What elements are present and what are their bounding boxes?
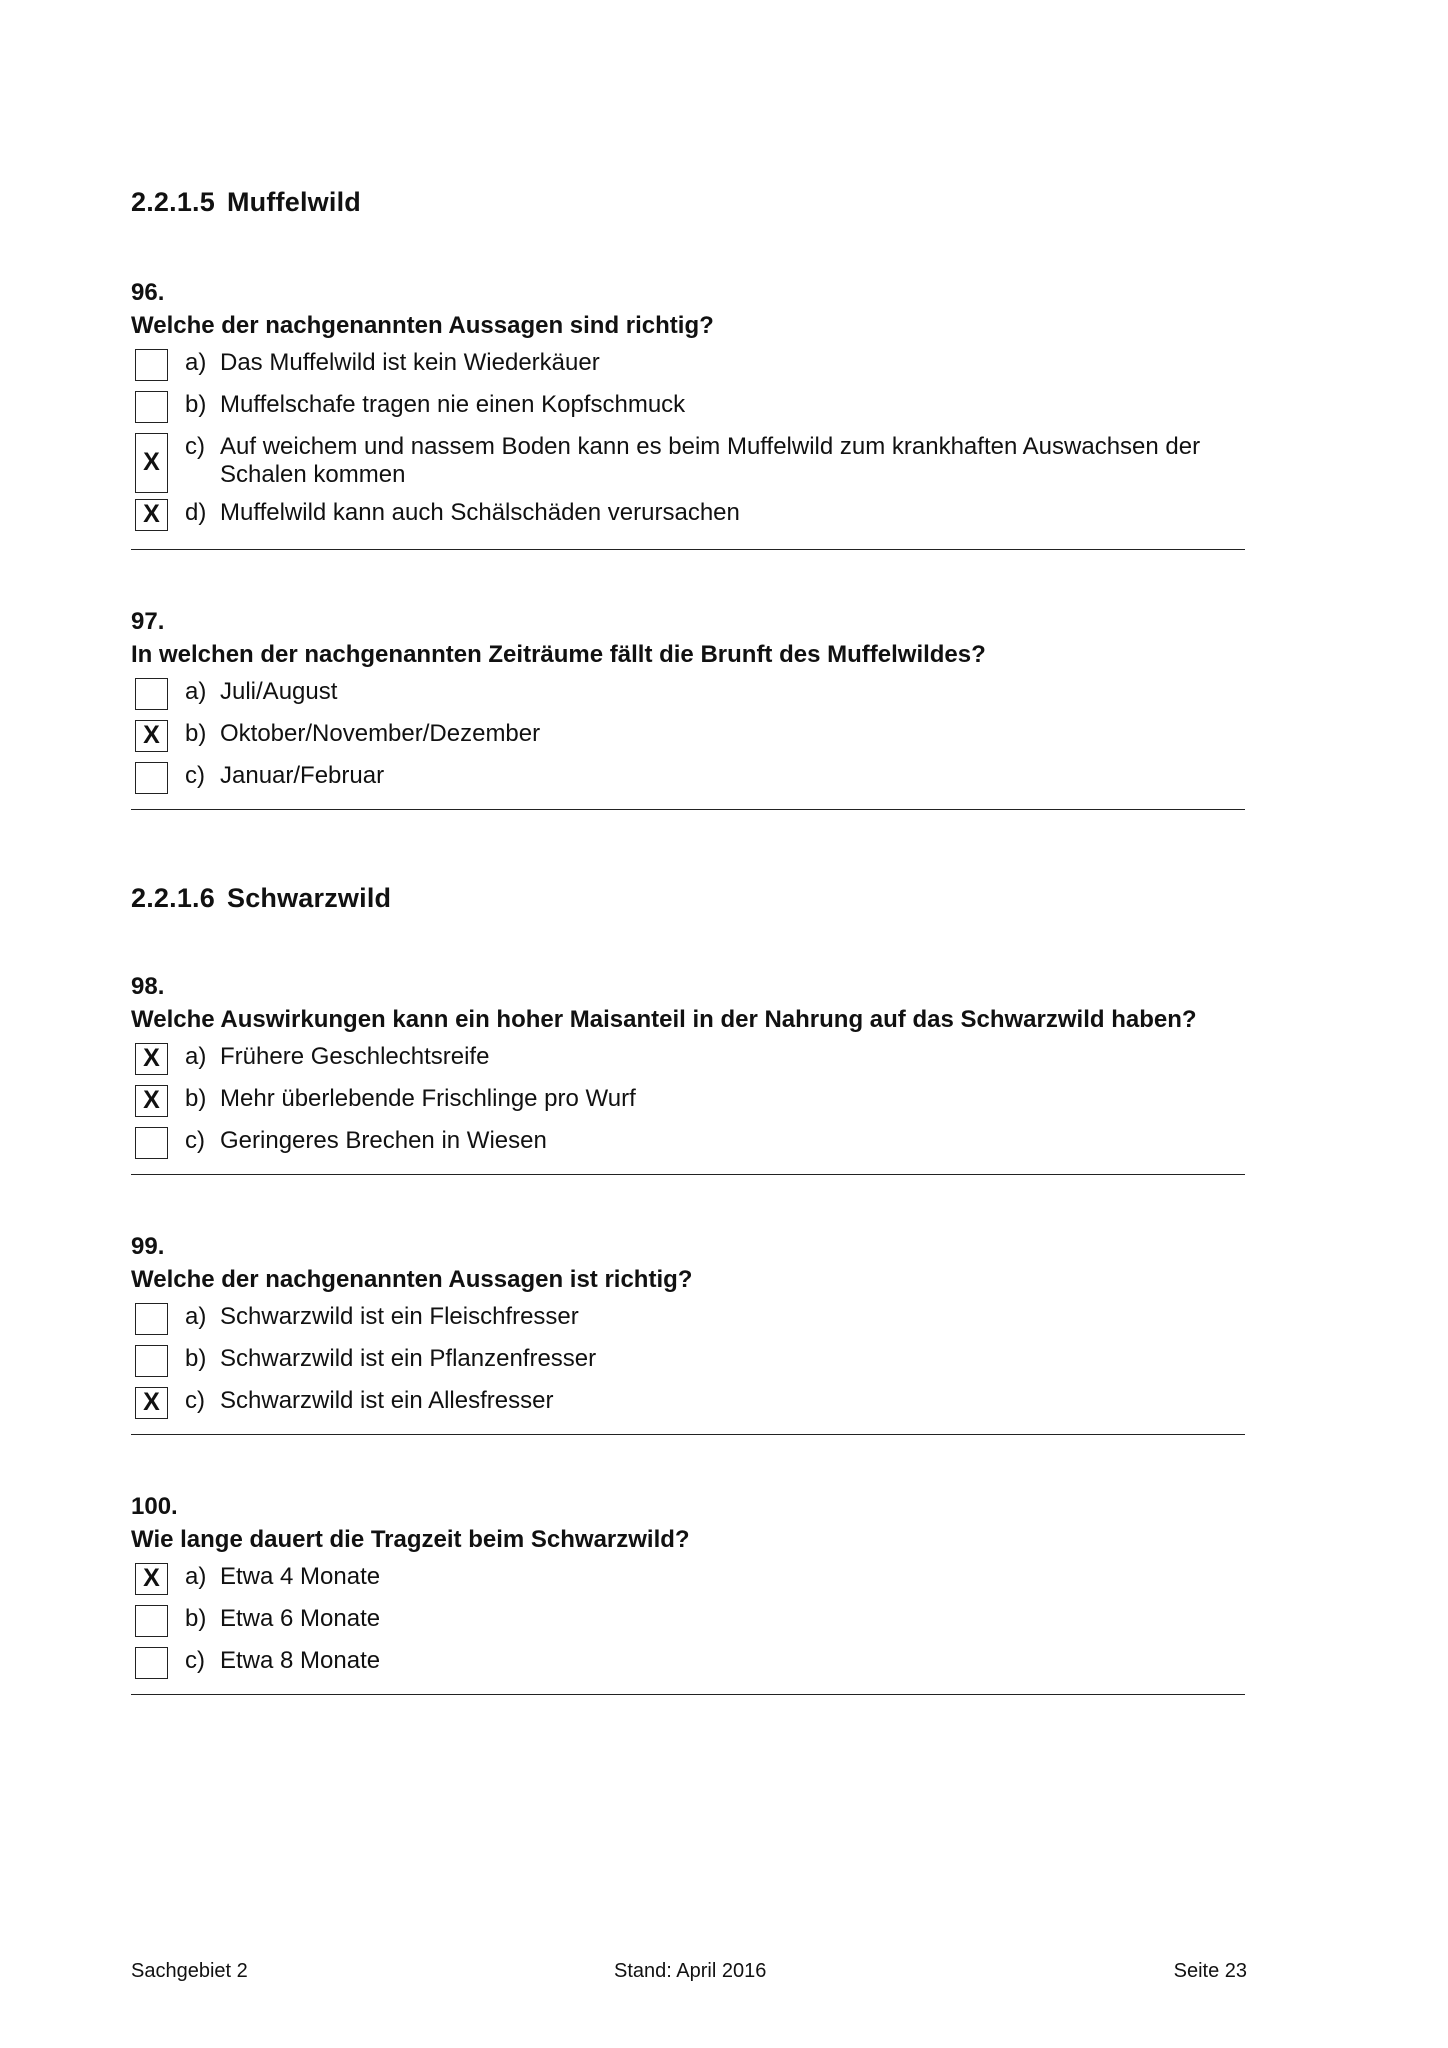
answer-option — [131, 718, 1245, 760]
divider — [131, 549, 1245, 550]
answer-checkbox[interactable] — [135, 1647, 168, 1679]
answer-checkbox[interactable]: X — [135, 720, 168, 752]
option-letter: c) — [185, 433, 205, 460]
answer-checkbox[interactable] — [135, 391, 168, 423]
option-letter: a) — [185, 1043, 207, 1070]
option-text: Etwa 6 Monate — [220, 1605, 381, 1632]
option-letter: d) — [185, 499, 207, 526]
option-letter: b) — [185, 391, 207, 418]
option-text: Muffelschafe tragen nie einen Kopfschmuck — [220, 391, 686, 418]
answer-checkbox[interactable] — [135, 678, 168, 710]
question-text: Wie lange dauert die Tragzeit beim Schwarzwild? — [131, 1526, 690, 1553]
answer-option — [131, 1083, 1245, 1125]
answer-option — [131, 347, 1245, 389]
answer-option — [131, 1645, 1245, 1687]
section-heading-muffelwild — [131, 187, 361, 218]
question-text: In welchen der nachgenannten Zeiträume fällt die Brunft des Muffelwildes? — [131, 641, 986, 668]
section-number: 2.2.1.6 — [131, 883, 215, 913]
answer-option — [131, 497, 1245, 539]
question-96 — [131, 277, 1245, 539]
option-letter: c) — [185, 762, 205, 789]
option-text: Mehr überlebende Frischlinge pro Wurf — [220, 1085, 636, 1112]
option-text: Januar/Februar — [220, 762, 385, 789]
option-text: Frühere Geschlechtsreife — [220, 1043, 490, 1070]
question-text: Welche der nachgenannten Aussagen sind richtig? — [131, 312, 714, 339]
answer-checkbox[interactable] — [135, 1345, 168, 1377]
option-text: Das Muffelwild ist kein Wiederkäuer — [220, 349, 600, 376]
divider — [131, 1694, 1245, 1695]
question-text: Welche Auswirkungen kann ein hoher Maisanteil in der Nahrung auf das Schwarzwild haben? — [131, 1006, 1197, 1033]
answer-option — [131, 431, 1245, 497]
option-text: Etwa 4 Monate — [220, 1563, 381, 1590]
section-title: Muffelwild — [226, 187, 361, 217]
question-100 — [131, 1491, 1245, 1687]
option-letter: b) — [185, 1605, 207, 1632]
answer-option — [131, 676, 1245, 718]
answer-checkbox[interactable] — [135, 762, 168, 794]
answer-checkbox[interactable]: X — [135, 499, 168, 531]
option-text: Schwarzwild ist ein Pflanzenfresser — [220, 1345, 597, 1372]
footer-page-number: Seite 23 — [1173, 1960, 1247, 1982]
option-letter: b) — [185, 1345, 207, 1372]
divider — [131, 1434, 1245, 1435]
option-text: Schwarzwild ist ein Allesfresser — [220, 1387, 554, 1414]
answer-option — [131, 1385, 1245, 1427]
question-number: 98. — [131, 973, 165, 1000]
question-98 — [131, 971, 1245, 1167]
divider — [131, 1174, 1245, 1175]
answer-option — [131, 760, 1245, 802]
option-text: Geringeres Brechen in Wiesen — [220, 1127, 547, 1154]
question-number: 96. — [131, 279, 165, 306]
option-text: Oktober/November/Dezember — [220, 720, 541, 747]
answer-option — [131, 1041, 1245, 1083]
answer-option — [131, 1301, 1245, 1343]
answer-checkbox[interactable]: X — [135, 1085, 168, 1117]
section-heading-schwarzwild — [131, 883, 391, 914]
question-text: Welche der nachgenannten Aussagen ist richtig? — [131, 1266, 693, 1293]
option-letter: b) — [185, 720, 207, 747]
question-number: 100. — [131, 1493, 178, 1520]
option-text: Etwa 8 Monate — [220, 1647, 381, 1674]
answer-checkbox[interactable]: X — [135, 1387, 168, 1419]
option-letter: a) — [185, 1563, 207, 1590]
option-letter: b) — [185, 1085, 207, 1112]
option-letter: c) — [185, 1127, 205, 1154]
answer-option — [131, 1561, 1245, 1603]
section-title: Schwarzwild — [226, 883, 392, 913]
answer-checkbox[interactable] — [135, 1127, 168, 1159]
question-99 — [131, 1231, 1245, 1427]
option-letter: a) — [185, 349, 207, 376]
answer-option — [131, 1125, 1245, 1167]
footer-date: Stand: April 2016 — [614, 1960, 767, 1982]
divider — [131, 809, 1245, 810]
answer-option — [131, 1603, 1245, 1645]
answer-option — [131, 1343, 1245, 1385]
option-letter: a) — [185, 1303, 207, 1330]
option-letter: a) — [185, 678, 207, 705]
option-letter: c) — [185, 1647, 205, 1674]
question-number: 99. — [131, 1233, 165, 1260]
option-letter: c) — [185, 1387, 205, 1414]
answer-checkbox[interactable] — [135, 349, 168, 381]
answer-checkbox[interactable]: X — [135, 1043, 168, 1075]
option-text: Auf weichem und nassem Boden kann es beim Muffelwild zum krankhaften Auswachsen der Schalen kommen — [220, 433, 1201, 488]
answer-checkbox[interactable]: X — [135, 433, 168, 493]
option-text: Schwarzwild ist ein Fleischfresser — [220, 1303, 579, 1330]
question-number: 97. — [131, 608, 165, 635]
question-97 — [131, 606, 1245, 802]
section-number: 2.2.1.5 — [131, 187, 215, 217]
option-text: Juli/August — [220, 678, 338, 705]
answer-checkbox[interactable]: X — [135, 1563, 168, 1595]
footer-subject-area: Sachgebiet 2 — [131, 1960, 248, 1982]
answer-option — [131, 389, 1245, 431]
answer-checkbox[interactable] — [135, 1605, 168, 1637]
answer-checkbox[interactable] — [135, 1303, 168, 1335]
option-text: Muffelwild kann auch Schälschäden verursachen — [220, 499, 740, 526]
